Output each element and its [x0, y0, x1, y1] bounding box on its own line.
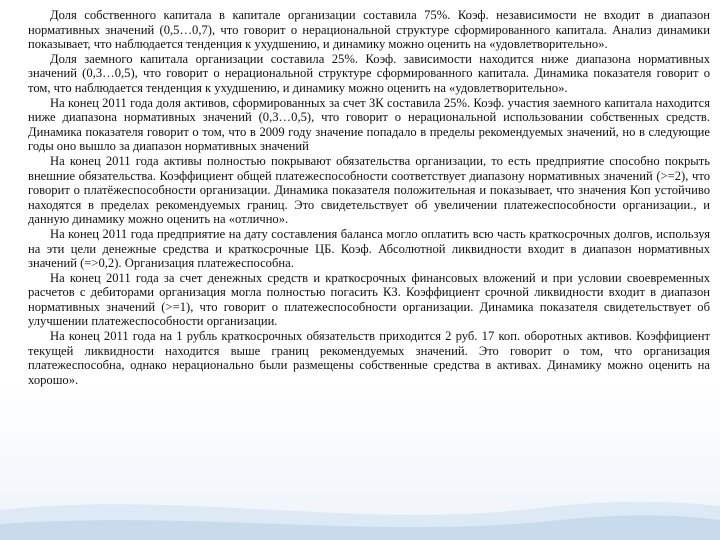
- paragraph-debt-share: Доля заемного капитала организации составила 25%. Коэф. зависимости находится ниже диапазона нормативных значений (0,3…0,5), что говорит о нерациональной структуре сформированного капитала. Динамика показателя говорит о том, что наблюдается тенденция к ухудшению, и динамику можно оценить на «удовлетворительно».: [28, 51, 710, 95]
- paragraph-debt-financed-assets: На конец 2011 года доля активов, сформированных за счет ЗК составила 25%. Коэф. участия заемного капитала находится ниже диапазона нормативных значений (0,3…0,5), что говорит о нерациональной использовании собственных средств. Динамика показателя говорит о том, что в 2009 году значение попадало в пределы рекомендуемых значений, но в следующие годы оно вышло за диапазон нормативных значений: [28, 95, 710, 154]
- paragraph-equity-share: Доля собственного капитала в капитале организации составила 75%. Коэф. независимости не входит в диапазон нормативных значений (0,5…0,7), что говорит о нерациональной структуре сформированного капитала. Анализ динамики показывает, что наблюдается тенденция к ухудшению, и динамику можно оценить на «удовлетворительно».: [28, 8, 710, 52]
- paragraph-total-solvency: На конец 2011 года активы полностью покрывают обязательства организации, то есть предприятие способно покрыть внешние обязательства. Коэффициент общей платежеспособности соответствует диапазону нормативных значений (>=2), что говорит о платёжеспособности организации. Динамика показателя положительная и показывает, что значения Коп устойчиво находятся в пределах рекомендуемых границ. Это свидетельствует об увеличении платежеспособности организации., и данную динамику можно оценить на «отлично».: [28, 153, 710, 227]
- paragraph-absolute-liquidity: На конец 2011 года предприятие на дату составления баланса могло оплатить всю часть краткосрочных долгов, используя на эти цели денежные средства и краткосрочные ЦБ. Коэф. Абсолютной ликвидности входит в диапазон нормативных значений (=>0,2). Организация платежеспособна.: [28, 226, 710, 271]
- paragraph-current-liquidity: На конец 2011 года на 1 рубль краткосрочных обязательств приходится 2 руб. 17 коп. оборотных активов. Коэффициент текущей ликвидности находится выше границ рекомендуемых значений. Это говорит о том, что организация платежеспособна, однако нерационально были размещены собственные средства в активах. Динамику можно оценить на хорошо».: [28, 329, 710, 387]
- decorative-wave: [0, 480, 720, 540]
- paragraph-quick-liquidity: На конец 2011 года за счет денежных средств и краткосрочных финансовых вложений и при условии своевременных расчетов с дебиторами организация могла полностью погасить КЗ. Коэффициент срочной ликвидности входит в диапазон нормативных значений (>=1), что говорит о платежеспособности организации. Динамика показателя свидетельствует об улучшении платежеспособности организации.: [28, 270, 710, 329]
- document-body: [28, 8, 710, 387]
